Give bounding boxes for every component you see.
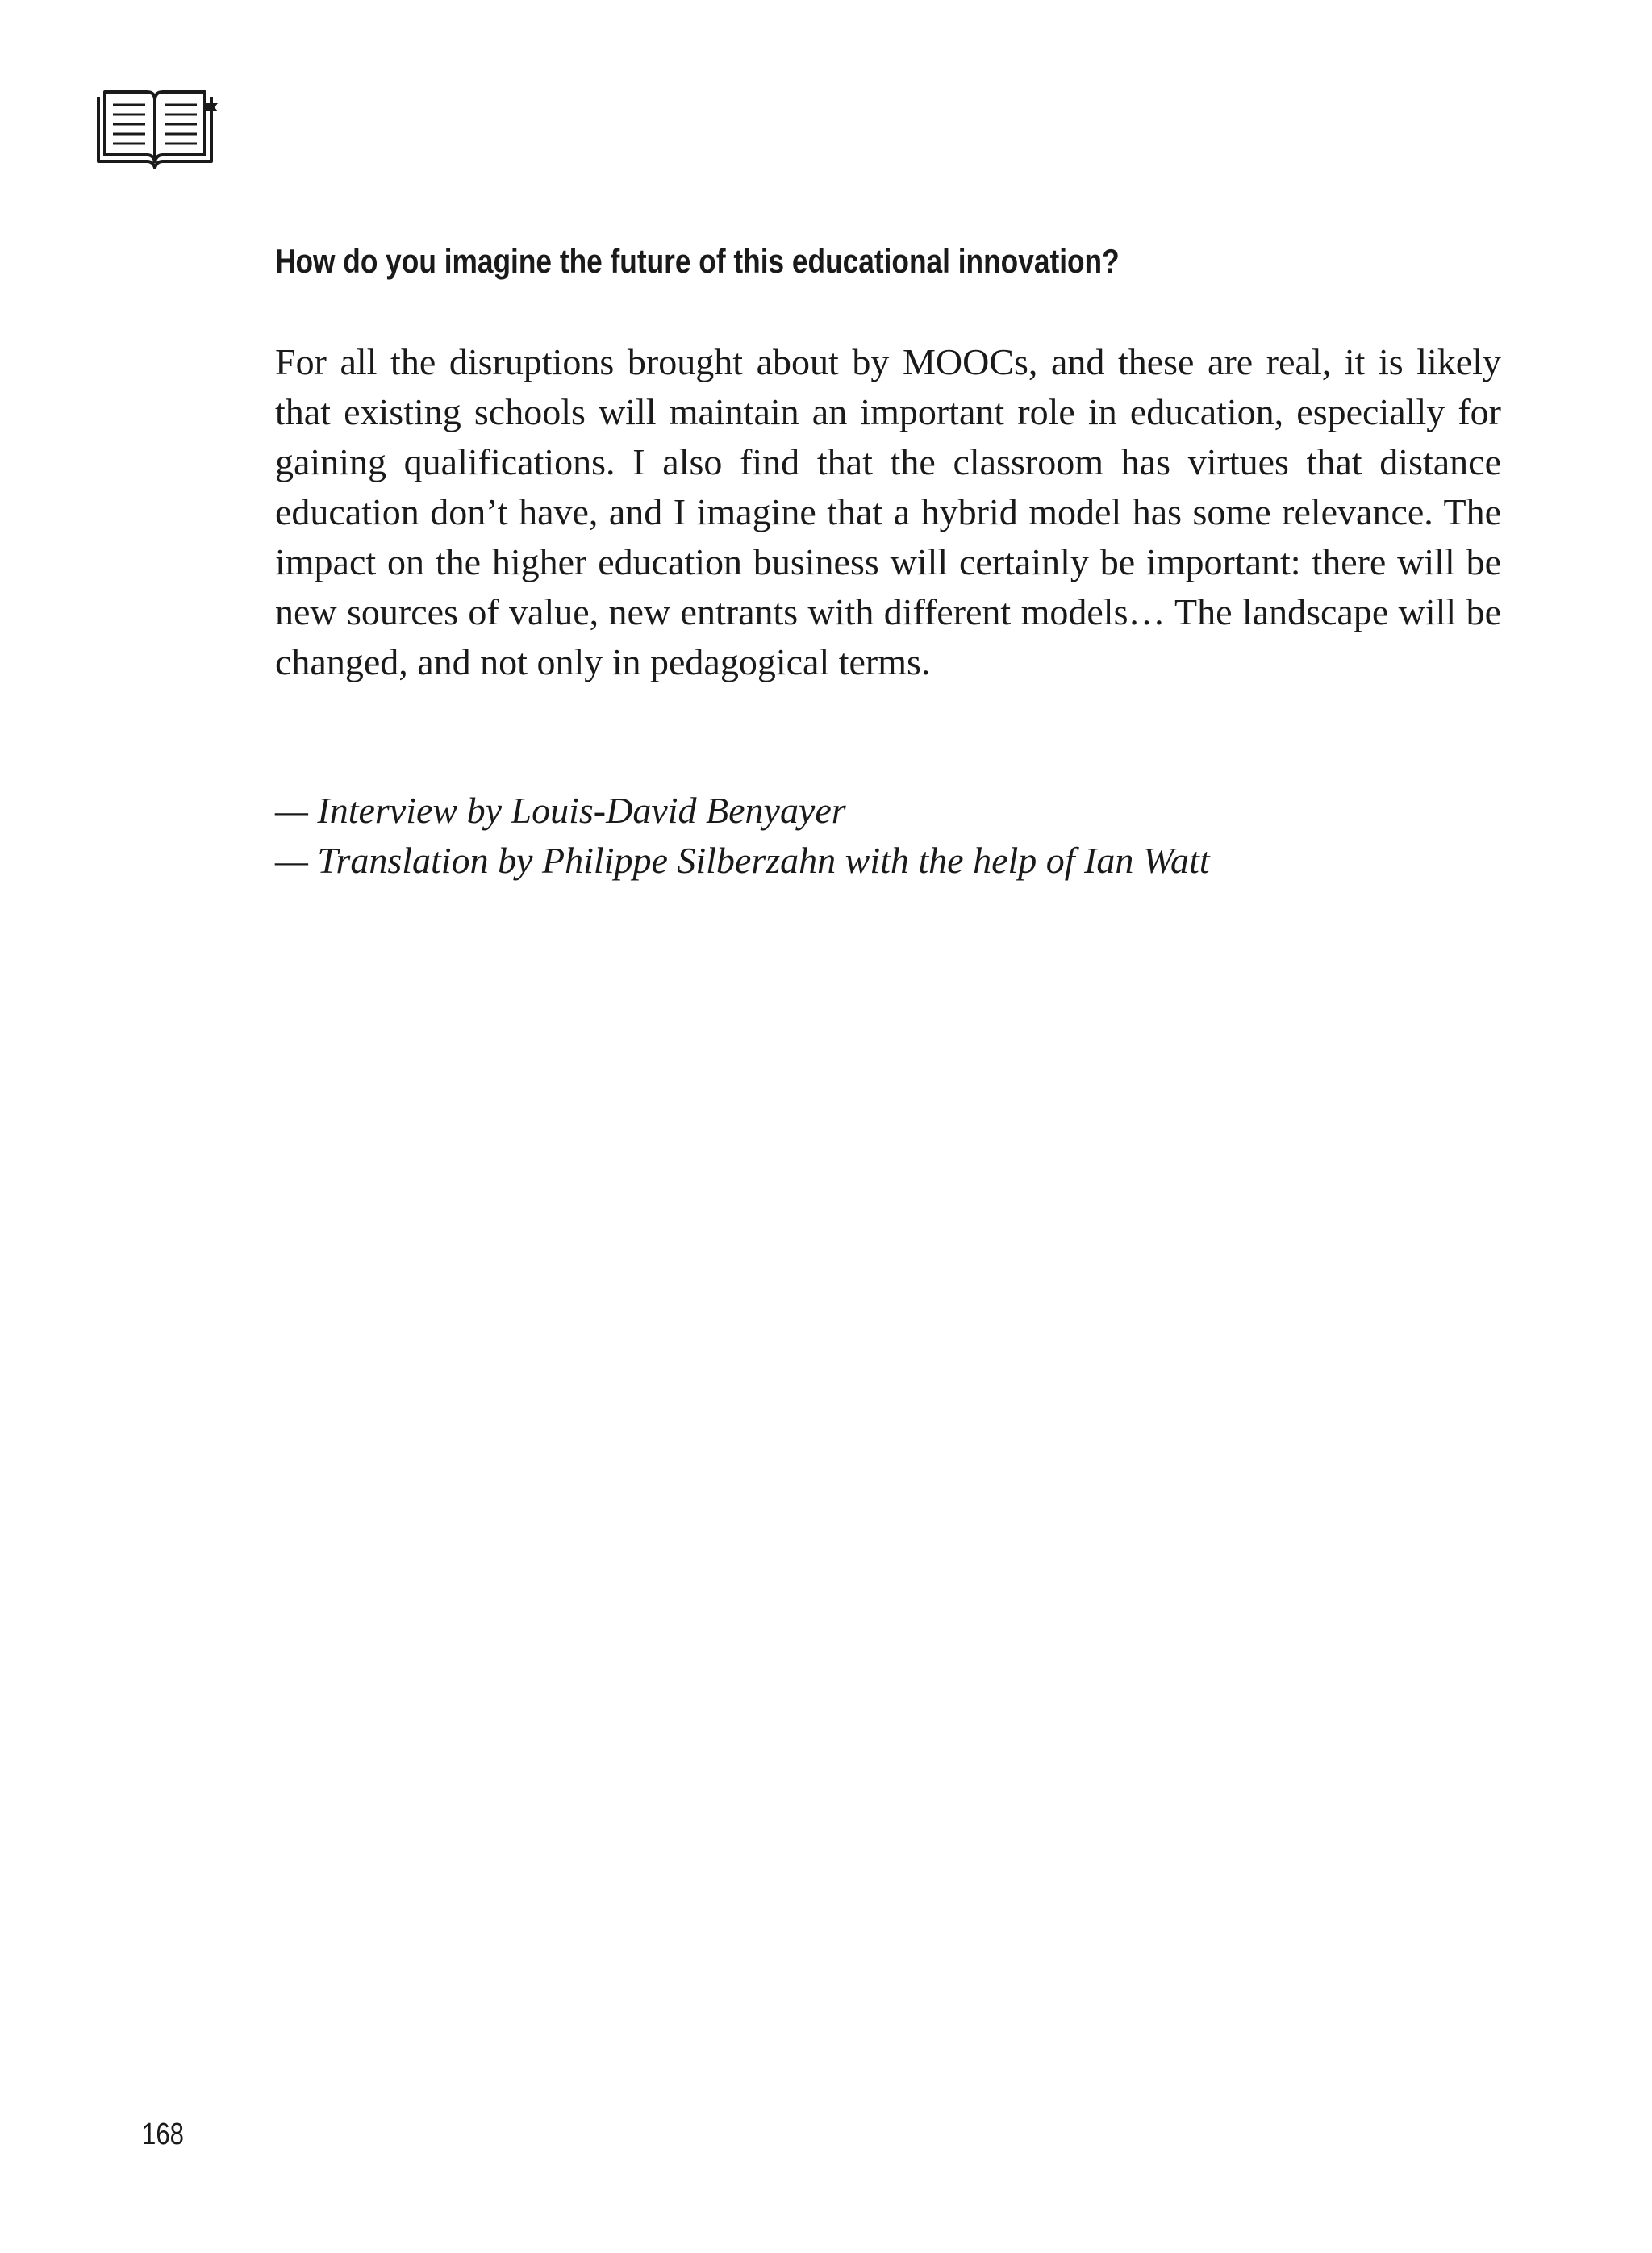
credits <box>275 786 1501 886</box>
open-book-icon <box>94 87 219 174</box>
translation-credit: — Translation by Philippe Silberzahn with the help of Ian Watt <box>275 840 1210 881</box>
interview-credit: — Interview by Louis-David Benyayer <box>275 790 846 831</box>
page-number: 168 <box>142 2117 184 2151</box>
section-question: How do you imagine the future of this educational innovation? <box>275 242 1120 280</box>
section-answer: For all the disruptions brought about by MOOCs, and these are real, it is likely that existing schools will maintain an important role in education, especially for gaining qualifications. I also find that the classroom has virtues that distance education don’t have, and I imagine that a hybrid model has some relevance. The impact on the higher education business will certainly be important: there will be new sources of value, new entrants with different models… The landscape will be changed, and not only in pedagogical terms. <box>275 341 1501 682</box>
